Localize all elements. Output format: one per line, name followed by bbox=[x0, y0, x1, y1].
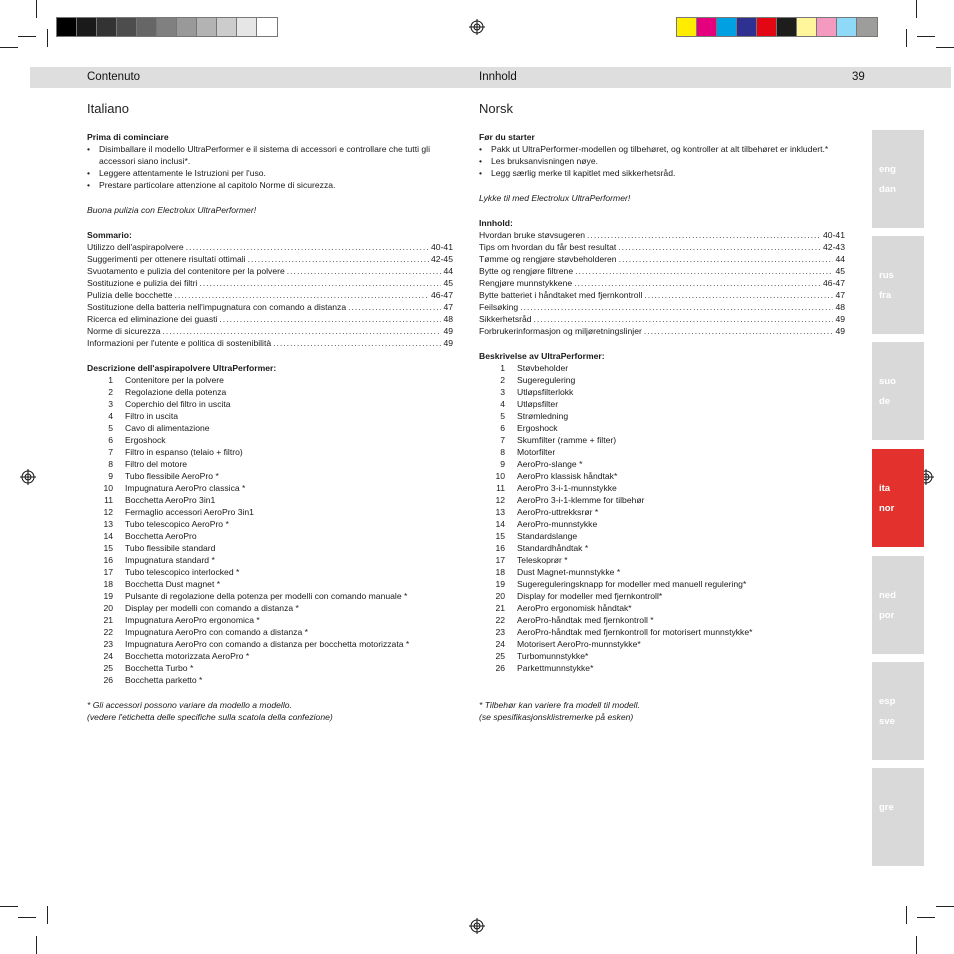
bullet-item: • Leggere attentamente le Istruzioni per l'uso. bbox=[87, 167, 453, 179]
part-label: AeroPro-slange * bbox=[517, 459, 583, 469]
toc-row bbox=[479, 241, 845, 253]
part-number: 22 bbox=[103, 627, 113, 637]
part-number: 9 bbox=[108, 471, 113, 481]
color-swatch bbox=[197, 18, 217, 36]
part-label: Ergoshock bbox=[517, 423, 558, 433]
part-label: Utløpsfilter bbox=[517, 399, 559, 409]
toc-row bbox=[479, 229, 845, 241]
part-label: AeroPro-håndtak med fjernkontroll for motorisert munnstykke* bbox=[517, 627, 753, 637]
part-row bbox=[87, 470, 453, 482]
part-row bbox=[87, 626, 453, 638]
part-label: Fermaglio accessori AeroPro 3in1 bbox=[125, 507, 254, 517]
toc-row bbox=[87, 265, 453, 277]
registration-mark-icon bbox=[469, 918, 485, 934]
part-number: 12 bbox=[103, 507, 113, 517]
toc-row bbox=[87, 277, 453, 289]
part-label: Ergoshock bbox=[125, 435, 166, 445]
part-number: 16 bbox=[103, 555, 113, 565]
part-number: 17 bbox=[495, 555, 505, 565]
language-tab-esp[interactable] bbox=[872, 662, 924, 760]
part-row bbox=[479, 494, 845, 506]
bullet-item: • Disimballare il modello UltraPerformer e il sistema di accessori e controllare che tutti gli accessori siano inclusi*. bbox=[87, 143, 453, 167]
color-swatch bbox=[177, 18, 197, 36]
part-number: 19 bbox=[495, 579, 505, 589]
part-row bbox=[479, 638, 845, 650]
part-number: 21 bbox=[495, 603, 505, 613]
part-number: 6 bbox=[500, 423, 505, 433]
toc-page: 42-43 bbox=[823, 242, 845, 252]
toc-row bbox=[479, 301, 845, 313]
toc-page: 48 bbox=[835, 302, 845, 312]
part-row bbox=[479, 446, 845, 458]
part-row bbox=[87, 434, 453, 446]
part-number: 18 bbox=[103, 579, 113, 589]
toc-title: Feilsøking bbox=[479, 302, 519, 312]
toc-title: Hvordan bruke støvsugeren bbox=[479, 230, 586, 240]
toc-title: Svuotamento e pulizia del contenitore per la polvere bbox=[87, 266, 285, 276]
part-number: 13 bbox=[103, 519, 113, 529]
part-row bbox=[479, 458, 845, 470]
color-swatch bbox=[777, 18, 797, 36]
part-label: Tubo telescopico AeroPro * bbox=[125, 519, 229, 529]
color-swatch bbox=[77, 18, 97, 36]
language-tab-suo[interactable] bbox=[872, 342, 924, 440]
part-label: Impugnatura AeroPro con comando a distanza * bbox=[125, 627, 308, 637]
part-row bbox=[87, 542, 453, 554]
part-row bbox=[479, 626, 845, 638]
part-label: AeroPro 3-i-1-klemme for tilbehør bbox=[517, 495, 645, 505]
part-label: Display per modelli con comando a distanza * bbox=[125, 603, 299, 613]
part-number: 6 bbox=[108, 435, 113, 445]
part-number: 14 bbox=[103, 531, 113, 541]
part-row bbox=[87, 458, 453, 470]
part-label: Tubo flessibile AeroPro * bbox=[125, 471, 219, 481]
part-label: Sugeregulering bbox=[517, 375, 576, 385]
part-number: 3 bbox=[500, 387, 505, 397]
part-number: 4 bbox=[108, 411, 113, 421]
norwegian-before-heading: Før du starter bbox=[479, 132, 535, 142]
part-label: Tubo flessibile standard bbox=[125, 543, 216, 553]
part-number: 17 bbox=[103, 567, 113, 577]
tab-label-secondary: sve bbox=[879, 716, 895, 727]
part-row bbox=[87, 518, 453, 530]
color-calibration-bar bbox=[676, 17, 878, 37]
part-number: 10 bbox=[495, 471, 505, 481]
toc-title: Utilizzo dell'aspirapolvere bbox=[87, 242, 184, 252]
part-label: Teleskoprør * bbox=[517, 555, 568, 565]
toc-leader bbox=[248, 253, 429, 265]
part-row bbox=[87, 506, 453, 518]
toc-leader bbox=[575, 265, 833, 277]
bullet-item: • Legg særlig merke til kapitlet med sikkerhetsråd. bbox=[479, 167, 845, 179]
part-label: Standardhåndtak * bbox=[517, 543, 589, 553]
italian-tagline: Buona pulizia con Electrolux UltraPerformer! bbox=[87, 205, 257, 215]
part-label: Strømledning bbox=[517, 411, 569, 421]
toc-title: Tips om hvordan du får best resultat bbox=[479, 242, 617, 252]
part-row bbox=[479, 578, 845, 590]
toc-leader bbox=[348, 301, 441, 313]
toc-page: 48 bbox=[443, 314, 453, 324]
norwegian-footnote-note: (se spesifikasjonsklistremerke på esken) bbox=[479, 712, 634, 722]
color-swatch bbox=[837, 18, 857, 36]
toc-page: 40-41 bbox=[431, 242, 453, 252]
part-label: Bocchetta AeroPro bbox=[125, 531, 197, 541]
tab-label-primary: esp bbox=[879, 696, 896, 707]
color-swatch bbox=[157, 18, 177, 36]
toc-leader bbox=[644, 325, 834, 337]
part-row bbox=[87, 566, 453, 578]
bullet-item: • Les bruksanvisningen nøye. bbox=[479, 155, 845, 167]
italian-toc-heading: Sommario: bbox=[87, 230, 132, 240]
part-row bbox=[87, 494, 453, 506]
toc-row bbox=[479, 313, 845, 325]
part-number: 7 bbox=[108, 447, 113, 457]
part-number: 1 bbox=[500, 363, 505, 373]
tab-label-secondary: nor bbox=[879, 503, 895, 514]
language-tab-gre[interactable] bbox=[872, 768, 924, 866]
part-row bbox=[87, 602, 453, 614]
toc-row bbox=[479, 289, 845, 301]
part-row bbox=[479, 518, 845, 530]
part-label: Filtro del motore bbox=[125, 459, 188, 469]
part-label: AeroPro klassisk håndtak* bbox=[517, 471, 618, 481]
part-row bbox=[479, 362, 845, 374]
toc-row bbox=[479, 265, 845, 277]
toc-leader bbox=[186, 241, 429, 253]
norwegian-title: Norsk bbox=[479, 101, 513, 116]
part-row bbox=[87, 386, 453, 398]
part-label: Pulsante di regolazione della potenza per modelli con comando manuale * bbox=[125, 591, 408, 601]
tab-label-secondary: de bbox=[879, 396, 891, 407]
toc-page: 47 bbox=[443, 302, 453, 312]
part-row bbox=[479, 542, 845, 554]
part-row bbox=[87, 650, 453, 662]
language-tab-ned[interactable] bbox=[872, 556, 924, 654]
header-right-title: Innhold bbox=[479, 71, 517, 83]
toc-title: Informazioni per l'utente e politica di sostenibilità bbox=[87, 338, 272, 348]
toc-title: Sostituzione e pulizia dei filtri bbox=[87, 278, 198, 288]
part-number: 13 bbox=[495, 507, 505, 517]
color-swatch bbox=[737, 18, 757, 36]
part-number: 14 bbox=[495, 519, 505, 529]
norwegian-footnote: * Tilbehør kan variere fra modell til modell. bbox=[479, 700, 640, 710]
toc-title: Bytte og rengjøre filtrene bbox=[479, 266, 574, 276]
toc-row bbox=[479, 253, 845, 265]
toc-page: 49 bbox=[835, 314, 845, 324]
color-swatch bbox=[677, 18, 697, 36]
part-label: AeroPro-munnstykke bbox=[517, 519, 598, 529]
part-label: Filtro in uscita bbox=[125, 411, 179, 421]
part-label: Impugnatura AeroPro con comando a distanza per bocchetta motorizzata * bbox=[125, 639, 410, 649]
part-row bbox=[479, 602, 845, 614]
part-label: AeroPro 3-i-1-munnstykke bbox=[517, 483, 617, 493]
part-label: Støvbeholder bbox=[517, 363, 569, 373]
toc-title: Bytte batteriet i håndtaket med fjernkontroll bbox=[479, 290, 643, 300]
part-row bbox=[479, 434, 845, 446]
part-number: 25 bbox=[495, 651, 505, 661]
toc-title: Rengjøre munnstykkene bbox=[479, 278, 573, 288]
part-row bbox=[87, 446, 453, 458]
part-label: AeroPro-uttrekksrør * bbox=[517, 507, 599, 517]
toc-leader bbox=[175, 289, 430, 301]
toc-row bbox=[87, 301, 453, 313]
part-label: Dust Magnet-munnstykke * bbox=[517, 567, 621, 577]
part-number: 11 bbox=[104, 495, 113, 505]
language-tab-eng[interactable] bbox=[872, 130, 924, 228]
registration-mark-icon bbox=[20, 469, 36, 485]
part-row bbox=[87, 410, 453, 422]
toc-page: 49 bbox=[443, 338, 453, 348]
toc-leader bbox=[619, 253, 834, 265]
toc-row bbox=[479, 277, 845, 289]
toc-title: Sostituzione della batteria nell'impugnatura con comando a distanza bbox=[87, 302, 347, 312]
toc-leader bbox=[644, 289, 833, 301]
toc-row bbox=[87, 313, 453, 325]
part-label: Impugnatura AeroPro ergonomica * bbox=[125, 615, 260, 625]
toc-page: 46-47 bbox=[823, 278, 845, 288]
toc-page: 45 bbox=[835, 266, 845, 276]
part-number: 9 bbox=[500, 459, 505, 469]
color-swatch bbox=[857, 18, 877, 36]
bullet-item: • Pakk ut UltraPerformer-modellen og tilbehøret, og kontroller at alt tilbehøret er inkludert.* bbox=[479, 143, 845, 155]
part-number: 20 bbox=[103, 603, 113, 613]
part-label: Display for modeller med fjernkontroll* bbox=[517, 591, 663, 601]
part-row bbox=[479, 530, 845, 542]
italian-before-heading: Prima di cominciare bbox=[87, 132, 169, 142]
part-number: 26 bbox=[495, 663, 505, 673]
toc-page: 44 bbox=[443, 266, 453, 276]
part-label: Motorfilter bbox=[517, 447, 556, 457]
part-row bbox=[87, 554, 453, 566]
part-number: 24 bbox=[103, 651, 113, 661]
part-label: Standardslange bbox=[517, 531, 578, 541]
tab-label-secondary: por bbox=[879, 610, 895, 621]
part-number: 20 bbox=[495, 591, 505, 601]
toc-leader bbox=[273, 337, 441, 349]
part-number: 7 bbox=[500, 435, 505, 445]
italian-footnote: * Gli accessori possono variare da modello a modello. bbox=[87, 700, 292, 710]
part-row bbox=[479, 386, 845, 398]
part-row bbox=[87, 638, 453, 650]
bullet-item: • Prestare particolare attenzione al capitolo Norme di sicurezza. bbox=[87, 179, 453, 191]
color-swatch bbox=[57, 18, 77, 36]
toc-page: 40-41 bbox=[823, 230, 845, 240]
part-number: 8 bbox=[108, 459, 113, 469]
part-label: Bocchetta motorizzata AeroPro * bbox=[125, 651, 250, 661]
color-swatch bbox=[237, 18, 257, 36]
part-row bbox=[479, 590, 845, 602]
part-row bbox=[479, 374, 845, 386]
tab-label-primary: eng bbox=[879, 164, 896, 175]
toc-row bbox=[87, 289, 453, 301]
part-label: Regolazione della potenza bbox=[125, 387, 227, 397]
part-number: 23 bbox=[495, 627, 505, 637]
toc-title: Ricerca ed eliminazione dei guasti bbox=[87, 314, 218, 324]
registration-mark-icon bbox=[469, 19, 485, 35]
part-number: 24 bbox=[495, 639, 505, 649]
part-number: 1 bbox=[108, 375, 113, 385]
part-row bbox=[479, 470, 845, 482]
toc-page: 46-47 bbox=[431, 290, 453, 300]
part-label: Contenitore per la polvere bbox=[125, 375, 224, 385]
part-label: Bocchetta AeroPro 3in1 bbox=[125, 495, 216, 505]
norwegian-column bbox=[479, 131, 845, 723]
toc-row bbox=[87, 337, 453, 349]
color-swatch bbox=[697, 18, 717, 36]
part-row bbox=[87, 662, 453, 674]
color-swatch bbox=[257, 18, 277, 36]
norwegian-parts-heading: Beskrivelse av UltraPerformer: bbox=[479, 351, 605, 361]
color-swatch bbox=[797, 18, 817, 36]
part-number: 22 bbox=[495, 615, 505, 625]
color-swatch bbox=[717, 18, 737, 36]
toc-row bbox=[87, 325, 453, 337]
part-label: Coperchio del filtro in uscita bbox=[125, 399, 231, 409]
part-label: Tubo telescopico interlocked * bbox=[125, 567, 240, 577]
toc-leader bbox=[574, 277, 821, 289]
part-row bbox=[87, 614, 453, 626]
color-swatch bbox=[137, 18, 157, 36]
part-label: AeroPro-håndtak med fjernkontroll * bbox=[517, 615, 654, 625]
tab-label-primary: rus bbox=[879, 270, 894, 281]
part-number: 15 bbox=[495, 531, 505, 541]
part-row bbox=[87, 530, 453, 542]
grayscale-calibration-bar bbox=[56, 17, 278, 37]
norwegian-toc-heading: Innhold: bbox=[479, 218, 513, 228]
toc-title: Pulizia delle bocchette bbox=[87, 290, 173, 300]
language-tab-ita[interactable] bbox=[872, 449, 924, 547]
toc-title: Sikkerhetsråd bbox=[479, 314, 532, 324]
part-number: 12 bbox=[495, 495, 505, 505]
part-row bbox=[479, 650, 845, 662]
part-row bbox=[479, 482, 845, 494]
italian-column bbox=[87, 131, 453, 723]
part-label: Bocchetta Dust magnet * bbox=[125, 579, 221, 589]
part-number: 23 bbox=[103, 639, 113, 649]
part-number: 25 bbox=[103, 663, 113, 673]
color-swatch bbox=[97, 18, 117, 36]
tab-label-secondary: fra bbox=[879, 290, 892, 301]
part-row bbox=[87, 590, 453, 602]
part-label: Impugnatura standard * bbox=[125, 555, 215, 565]
part-label: Bocchetta Turbo * bbox=[125, 663, 194, 673]
part-row bbox=[87, 422, 453, 434]
color-swatch bbox=[117, 18, 137, 36]
part-number: 10 bbox=[103, 483, 113, 493]
part-label: Utløpsfilterlokk bbox=[517, 387, 574, 397]
part-row bbox=[479, 410, 845, 422]
language-tab-rus[interactable] bbox=[872, 236, 924, 334]
toc-leader bbox=[219, 313, 441, 325]
toc-title: Norme di sicurezza bbox=[87, 326, 161, 336]
part-label: AeroPro ergonomisk håndtak* bbox=[517, 603, 632, 613]
part-row bbox=[87, 374, 453, 386]
toc-page: 42-45 bbox=[431, 254, 453, 264]
part-number: 5 bbox=[108, 423, 113, 433]
part-row bbox=[479, 398, 845, 410]
toc-title: Tømme og rengjøre støvbeholderen bbox=[479, 254, 617, 264]
part-row bbox=[479, 506, 845, 518]
part-label: Skumfilter (ramme + filter) bbox=[517, 435, 617, 445]
color-swatch bbox=[817, 18, 837, 36]
toc-row bbox=[87, 253, 453, 265]
toc-leader bbox=[587, 229, 821, 241]
toc-leader bbox=[618, 241, 821, 253]
part-label: Cavo di alimentazione bbox=[125, 423, 210, 433]
norwegian-tagline: Lykke til med Electrolux UltraPerformer! bbox=[479, 193, 631, 203]
toc-page: 49 bbox=[835, 326, 845, 336]
tab-label-secondary: dan bbox=[879, 184, 896, 195]
toc-page: 45 bbox=[443, 278, 453, 288]
part-row bbox=[479, 566, 845, 578]
toc-leader bbox=[287, 265, 442, 277]
part-label: Turbomunnstykke* bbox=[517, 651, 589, 661]
color-swatch bbox=[217, 18, 237, 36]
tab-label-primary: ita bbox=[879, 483, 891, 494]
part-number: 18 bbox=[495, 567, 505, 577]
toc-page: 44 bbox=[835, 254, 845, 264]
part-label: Filtro in espanso (telaio + filtro) bbox=[125, 447, 243, 457]
toc-leader bbox=[163, 325, 442, 337]
part-label: Impugnatura AeroPro classica * bbox=[125, 483, 246, 493]
part-row bbox=[479, 554, 845, 566]
part-label: Parkettmunnstykke* bbox=[517, 663, 594, 673]
italian-footnote-note: (vedere l'etichetta delle specifiche sulla scatola della confezione) bbox=[87, 712, 333, 722]
toc-leader bbox=[520, 301, 833, 313]
italian-title: Italiano bbox=[87, 101, 129, 116]
part-label: Sugereguleringsknapp for modeller med manuell regulering* bbox=[517, 579, 747, 589]
part-number: 2 bbox=[500, 375, 505, 385]
part-number: 3 bbox=[108, 399, 113, 409]
toc-title: Suggerimenti per ottenere risultati ottimali bbox=[87, 254, 246, 264]
part-row bbox=[87, 482, 453, 494]
tab-label-primary: suo bbox=[879, 376, 896, 387]
tab-label-primary: gre bbox=[879, 802, 894, 813]
part-number: 16 bbox=[495, 543, 505, 553]
part-number: 15 bbox=[103, 543, 113, 553]
toc-leader bbox=[199, 277, 441, 289]
part-number: 19 bbox=[103, 591, 113, 601]
color-swatch bbox=[757, 18, 777, 36]
part-number: 11 bbox=[496, 483, 505, 493]
part-number: 26 bbox=[103, 675, 113, 685]
part-row bbox=[87, 578, 453, 590]
page-number: 39 bbox=[852, 71, 865, 83]
part-number: 8 bbox=[500, 447, 505, 457]
part-row bbox=[87, 398, 453, 410]
toc-page: 47 bbox=[835, 290, 845, 300]
part-row bbox=[479, 662, 845, 674]
part-label: Bocchetta parketto * bbox=[125, 675, 203, 685]
part-number: 21 bbox=[103, 615, 113, 625]
part-number: 5 bbox=[500, 411, 505, 421]
toc-row bbox=[87, 241, 453, 253]
toc-page: 49 bbox=[443, 326, 453, 336]
part-label: Motorisert AeroPro-munnstykke* bbox=[517, 639, 641, 649]
toc-row bbox=[479, 325, 845, 337]
part-number: 4 bbox=[500, 399, 505, 409]
part-row bbox=[87, 674, 453, 686]
tab-label-primary: ned bbox=[879, 590, 896, 601]
toc-leader bbox=[534, 313, 834, 325]
part-number: 2 bbox=[108, 387, 113, 397]
part-row bbox=[479, 614, 845, 626]
italian-parts-heading: Descrizione dell'aspirapolvere UltraPerformer: bbox=[87, 363, 277, 373]
part-row bbox=[479, 422, 845, 434]
toc-title: Forbrukerinformasjon og miljøretningslinjer bbox=[479, 326, 642, 336]
header-left-title: Contenuto bbox=[87, 71, 141, 83]
